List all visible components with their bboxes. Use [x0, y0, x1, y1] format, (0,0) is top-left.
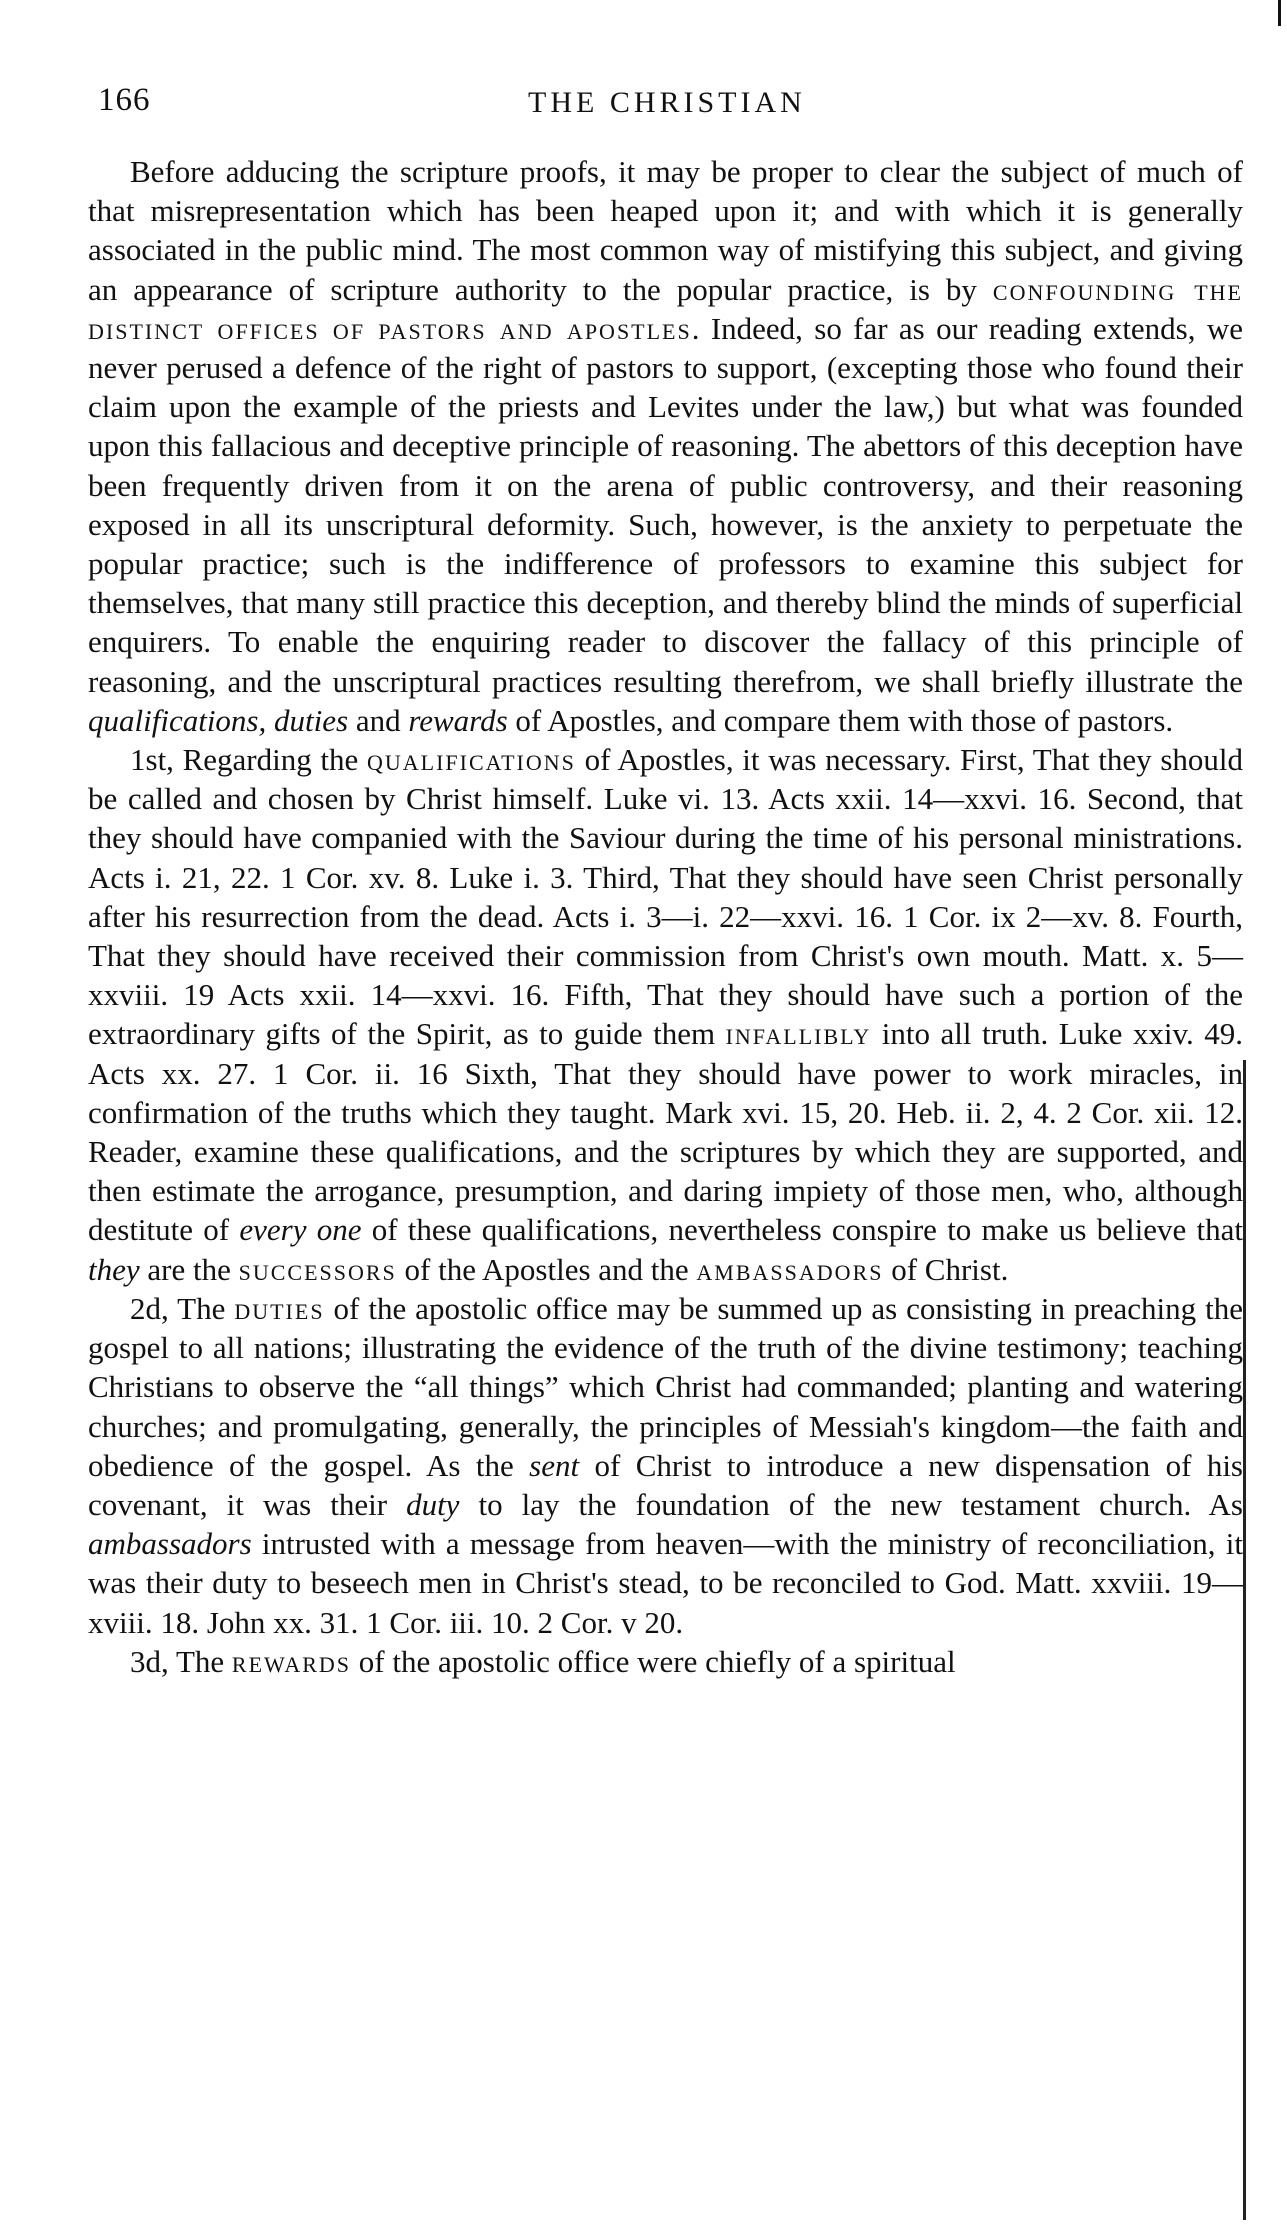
text-run: of these qualifications, nevertheless conspire to make us believe that	[361, 1212, 1243, 1248]
italic-text: every one	[239, 1212, 362, 1248]
text-run: to lay the foundation of the new testament church. As	[459, 1486, 1243, 1522]
page-number: 166	[98, 82, 151, 118]
smallcaps-text: duties	[234, 1290, 325, 1326]
running-title: THE CHRISTIAN	[528, 86, 806, 119]
smallcaps-text: successors	[238, 1251, 397, 1287]
text-run: of the apostolic office may be summed up as consisting in preaching the gospel to all nations; illustrating the evidence of the truth of the divine testimony; teaching Christians to observe the “all things” which Christ had commanded; planting and watering churches; and promulgating, generally, the principles of Messiah's kingdom—the faith and obedience of the gospel. As the	[88, 1290, 1243, 1483]
text-run: into all truth. Luke xxiv. 49. Acts xx. 27. 1 Cor. ii. 16 Sixth, That they should have power to work miracles, in confirmation of the truths which they taught. Mark xvi. 15, 20. Heb. ii. 2, 4. 2 Cor. xii. 12. Reader, examine these qualifications, and the scriptures by which they are supported, and then estimate the arrogance, presumption, and daring impiety of those men, who, although destitute of	[88, 1016, 1243, 1248]
text-run: of Christ to introduce a new dispensation of his covenant, it was their	[88, 1447, 1243, 1522]
smallcaps-text: qualifications	[367, 742, 576, 778]
smallcaps-text: confounding the distinct offices of pastors and apostles	[88, 271, 1243, 346]
smallcaps-text: rewards	[231, 1643, 352, 1679]
text-run: of Apostles, it was necessary. First, That they should be called and chosen by Christ himself. Luke vi. 13. Acts xxii. 14—xxvi. 16. Second, that they should have companied with the Saviour during the time of his personal ministrations. Acts i. 21, 22. 1 Cor. xv. 8. Luke i. 3. Third, That they should have seen Christ personally after his resurrection from the dead. Acts i. 3—i. 22—xxvi. 16. 1 Cor. ix 2—xv. 8. Fourth, That they should have received their commission from Christ's own mouth. Matt. x. 5—xxviii. 19 Acts xxii. 14—xxvi. 16. Fifth, That they should have such a portion of the extraordinary gifts of the Spirit, as to guide them	[88, 742, 1243, 1052]
smallcaps-text: ambassadors	[696, 1251, 884, 1287]
italic-text: qualifications, duties	[88, 702, 349, 738]
text-run: 2d, The	[130, 1290, 235, 1326]
paragraph-1	[88, 152, 1243, 740]
right-margin-rule	[1243, 1060, 1246, 2220]
text-run: intrusted with a message from heaven—with the ministry of reconciliation, it was their duty to beseech men in Christ's stead, to be reconciled to God. Matt. xxviii. 19—xviii. 18. John xx. 31. 1 Cor. iii. 10. 2 Cor. v 20.	[88, 1526, 1243, 1640]
smallcaps-text: infallibly	[725, 1016, 872, 1052]
italic-text: ambassadors	[88, 1526, 252, 1562]
body-text	[88, 152, 1243, 1681]
running-head	[98, 82, 1238, 132]
paragraph-2	[88, 740, 1243, 1289]
text-run: of the apostolic office were chiefly of a spiritual	[351, 1643, 956, 1679]
paragraph-3	[88, 1289, 1243, 1642]
italic-text: sent	[529, 1447, 580, 1483]
scan-edge-mark	[1278, 0, 1281, 26]
italic-text: they	[88, 1251, 140, 1287]
text-run: of Apostles, and compare them with those of pastors.	[507, 702, 1174, 738]
text-run: of the Apostles and the	[396, 1251, 697, 1287]
text-run: 3d, The	[130, 1643, 232, 1679]
text-run: of Christ.	[883, 1251, 1009, 1287]
italic-text: duty	[406, 1486, 460, 1522]
text-run: 1st, Regarding the	[130, 742, 367, 778]
text-run: and	[348, 702, 409, 738]
text-run: are the	[139, 1251, 239, 1287]
paragraph-4	[88, 1642, 1243, 1681]
text-run: . Indeed, so far as our reading extends, we never perused a defence of the right of pastors to support, (excepting those who found their claim upon the example of the priests and Levites under the law,) but what was founded upon this fallacious and deceptive principle of reasoning. The abettors of this deception have been frequently driven from it on the arena of public controversy, and their reasoning exposed in all its unscriptural deformity. Such, however, is the anxiety to perpetuate the popular practice; such is the indifference of professors to examine this subject for themselves, that many still practice this deception, and thereby blind the minds of superficial enquirers. To enable the enquiring reader to discover the fallacy of this principle of reasoning, and the unscriptural practices resulting therefrom, we shall briefly illustrate the	[88, 310, 1243, 699]
italic-text: rewards	[408, 702, 508, 738]
text-run: Before adducing the scripture proofs, it may be proper to clear the subject of much of that misrepresentation which has been heaped upon it; and with which it is generally associated in the public mind. The most common way of mistifying this subject, and giving an appearance of scripture authority to the popular practice, is by	[88, 154, 1243, 307]
